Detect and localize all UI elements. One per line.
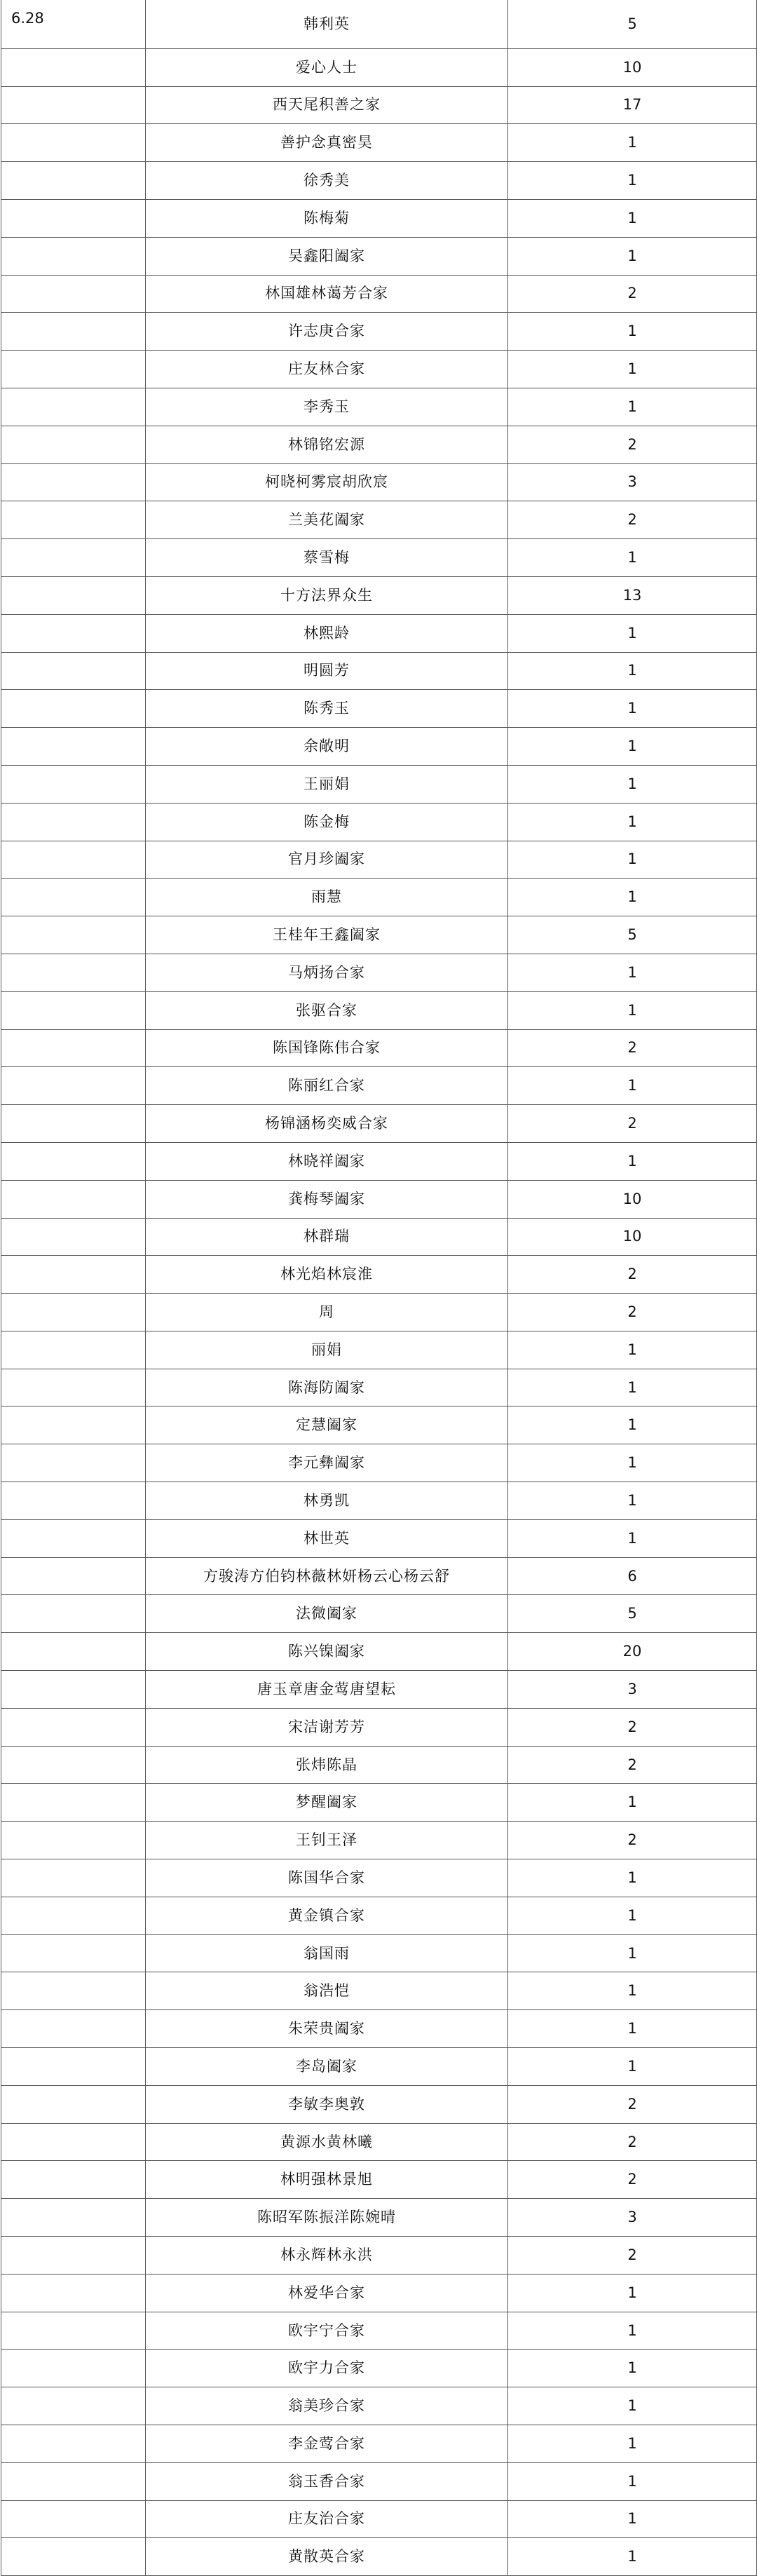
donor-name-cell: 李岛阖家 [146, 2048, 508, 2086]
amount-cell: 10 [508, 48, 757, 86]
amount-cell: 2 [508, 2161, 757, 2199]
donor-name-cell: 黄散英合家 [146, 2538, 508, 2576]
amount-cell: 3 [508, 1671, 757, 1709]
date-cell-empty [1, 1482, 146, 1520]
date-cell-empty [1, 1406, 146, 1444]
table-row [1, 86, 757, 124]
donor-name-cell: 庄友治合家 [146, 2500, 508, 2538]
donor-name-cell: 张炜陈晶 [146, 1746, 508, 1784]
date-cell-empty [1, 1294, 146, 1331]
donor-name-cell: 林晓祥阖家 [146, 1142, 508, 1180]
amount-cell: 1 [508, 1482, 757, 1520]
donor-name-cell: 马炳扬合家 [146, 954, 508, 991]
amount-cell: 1 [508, 2425, 757, 2463]
date-cell-empty [1, 2010, 146, 2048]
date-cell-empty [1, 2123, 146, 2161]
amount-cell: 1 [508, 313, 757, 351]
date-cell-empty [1, 2425, 146, 2463]
amount-cell: 1 [508, 199, 757, 237]
table-row [1, 2462, 757, 2500]
table-row [1, 426, 757, 463]
donation-table [1, 0, 757, 2576]
table-row [1, 1331, 757, 1369]
date-cell-empty [1, 1444, 146, 1482]
date-cell-empty [1, 351, 146, 388]
date-cell-empty [1, 1897, 146, 1934]
donor-name-cell: 陈丽红合家 [146, 1067, 508, 1105]
date-cell-empty [1, 2199, 146, 2237]
date-cell-empty [1, 1369, 146, 1406]
amount-cell: 1 [508, 1972, 757, 2010]
date-cell-empty [1, 1595, 146, 1633]
donor-name-cell: 蔡雪梅 [146, 539, 508, 577]
donor-name-cell: 善护念真密昊 [146, 124, 508, 162]
date-cell-empty [1, 2387, 146, 2425]
donor-name-cell: 雨慧 [146, 879, 508, 916]
donor-name-cell: 杨锦涵杨奕威合家 [146, 1105, 508, 1143]
donor-name-cell: 陈国华合家 [146, 1859, 508, 1897]
date-cell-empty [1, 199, 146, 237]
date-cell-empty [1, 765, 146, 803]
date-cell-empty [1, 1822, 146, 1859]
table-row [1, 1784, 757, 1822]
table-row [1, 1595, 757, 1633]
amount-cell: 1 [508, 954, 757, 991]
table-row [1, 1671, 757, 1709]
date-cell-empty [1, 1067, 146, 1105]
date-cell-empty [1, 652, 146, 690]
date-cell-empty [1, 728, 146, 766]
table-row [1, 48, 757, 86]
date-cell-empty [1, 275, 146, 313]
table-row [1, 463, 757, 501]
amount-cell: 1 [508, 2274, 757, 2312]
donor-name-cell: 李秀玉 [146, 388, 508, 426]
amount-cell: 1 [508, 124, 757, 162]
amount-cell: 1 [508, 1859, 757, 1897]
donor-name-cell: 陈金梅 [146, 803, 508, 841]
amount-cell: 5 [508, 0, 757, 48]
table-row [1, 841, 757, 879]
donor-name-cell: 爱心人士 [146, 48, 508, 86]
date-cell-empty [1, 2312, 146, 2350]
donor-name-cell: 陈梅菊 [146, 199, 508, 237]
table-row [1, 2500, 757, 2538]
donor-name-cell: 余敞明 [146, 728, 508, 766]
donor-name-cell: 林勇凯 [146, 1482, 508, 1520]
donor-name-cell: 陈昭军陈振洋陈婉晴 [146, 2199, 508, 2237]
amount-cell: 2 [508, 1294, 757, 1331]
date-cell-empty [1, 2048, 146, 2086]
date-cell-empty [1, 1671, 146, 1709]
amount-cell: 1 [508, 1934, 757, 1972]
donor-name-cell: 林明强林景旭 [146, 2161, 508, 2199]
table-row [1, 1105, 757, 1143]
amount-cell: 2 [508, 1708, 757, 1746]
donor-name-cell: 龚梅琴阖家 [146, 1180, 508, 1218]
date-cell-empty [1, 237, 146, 275]
date-cell-empty [1, 1708, 146, 1746]
date-cell-empty [1, 991, 146, 1029]
table-row [1, 916, 757, 954]
amount-cell: 5 [508, 916, 757, 954]
table-row [1, 124, 757, 162]
table-row [1, 501, 757, 539]
amount-cell: 1 [508, 1331, 757, 1369]
amount-cell: 1 [508, 991, 757, 1029]
donor-name-cell: 林光焰林宸淮 [146, 1256, 508, 1294]
table-row [1, 539, 757, 577]
donor-name-cell: 陈秀玉 [146, 690, 508, 728]
donor-name-cell: 翁玉香合家 [146, 2462, 508, 2500]
donor-name-cell: 翁浩恺 [146, 1972, 508, 2010]
table-row [1, 1218, 757, 1256]
date-cell-empty [1, 124, 146, 162]
amount-cell: 1 [508, 1406, 757, 1444]
table-row [1, 2350, 757, 2387]
date-cell-empty [1, 2274, 146, 2312]
amount-cell: 1 [508, 1142, 757, 1180]
donor-name-cell: 欧宇宁合家 [146, 2312, 508, 2350]
donor-name-cell: 徐秀美 [146, 162, 508, 200]
table-row [1, 2199, 757, 2237]
amount-cell: 6 [508, 1557, 757, 1595]
date-cell-empty [1, 1859, 146, 1897]
amount-cell: 1 [508, 1897, 757, 1934]
donation-table-body [1, 0, 757, 2576]
table-row [1, 2161, 757, 2199]
amount-cell: 2 [508, 2237, 757, 2275]
amount-cell: 2 [508, 1822, 757, 1859]
table-row [1, 1294, 757, 1331]
donor-name-cell: 王钊王泽 [146, 1822, 508, 1859]
table-row [1, 879, 757, 916]
donor-name-cell: 王桂年王鑫阖家 [146, 916, 508, 954]
date-cell-empty [1, 879, 146, 916]
table-row [1, 2048, 757, 2086]
amount-cell: 3 [508, 463, 757, 501]
table-row [1, 1557, 757, 1595]
amount-cell: 1 [508, 2048, 757, 2086]
amount-cell: 1 [508, 2387, 757, 2425]
date-cell-empty [1, 614, 146, 652]
donor-name-cell: 方骏涛方伯钧林薇林妍杨云心杨云舒 [146, 1557, 508, 1595]
amount-cell: 1 [508, 351, 757, 388]
table-row [1, 1822, 757, 1859]
table-row [1, 1859, 757, 1897]
table-row [1, 237, 757, 275]
donor-name-cell: 韩利英 [146, 0, 508, 48]
date-cell-empty [1, 86, 146, 124]
table-row [1, 0, 757, 48]
table-row [1, 728, 757, 766]
date-cell-empty [1, 1180, 146, 1218]
date-cell: 6.28 [1, 0, 146, 48]
date-cell-empty [1, 690, 146, 728]
amount-cell: 1 [508, 2312, 757, 2350]
date-cell-empty [1, 48, 146, 86]
date-cell-empty [1, 426, 146, 463]
date-cell-empty [1, 2237, 146, 2275]
table-row [1, 765, 757, 803]
table-row [1, 199, 757, 237]
date-cell-empty [1, 1557, 146, 1595]
date-cell-empty [1, 388, 146, 426]
donor-name-cell: 李金莺合家 [146, 2425, 508, 2463]
date-cell-empty [1, 1142, 146, 1180]
donor-name-cell: 兰美花阖家 [146, 501, 508, 539]
amount-cell: 2 [508, 1029, 757, 1067]
donor-name-cell: 李敏李奥敦 [146, 2085, 508, 2123]
table-row [1, 1934, 757, 1972]
date-cell-empty [1, 1746, 146, 1784]
donor-name-cell: 朱荣贵阖家 [146, 2010, 508, 2048]
amount-cell: 1 [508, 162, 757, 200]
amount-cell: 1 [508, 652, 757, 690]
table-row [1, 388, 757, 426]
date-cell-empty [1, 1331, 146, 1369]
amount-cell: 1 [508, 765, 757, 803]
amount-cell: 2 [508, 1746, 757, 1784]
donor-name-cell: 黄金镇合家 [146, 1897, 508, 1934]
date-cell-empty [1, 1519, 146, 1557]
donor-name-cell: 十方法界众生 [146, 576, 508, 614]
table-row [1, 2312, 757, 2350]
donor-name-cell: 西天尾积善之家 [146, 86, 508, 124]
amount-cell: 5 [508, 1595, 757, 1633]
date-cell-empty [1, 2500, 146, 2538]
table-row [1, 991, 757, 1029]
amount-cell: 1 [508, 1369, 757, 1406]
table-row [1, 576, 757, 614]
table-row [1, 1142, 757, 1180]
table-row [1, 2010, 757, 2048]
table-row [1, 2237, 757, 2275]
date-cell-empty [1, 1784, 146, 1822]
table-row [1, 275, 757, 313]
table-row [1, 954, 757, 991]
donor-name-cell: 周 [146, 1294, 508, 1331]
table-row [1, 2085, 757, 2123]
table-row [1, 2538, 757, 2576]
table-row [1, 1256, 757, 1294]
amount-cell: 1 [508, 614, 757, 652]
donor-name-cell: 林世英 [146, 1519, 508, 1557]
date-cell-empty [1, 1633, 146, 1671]
donor-name-cell: 林熙龄 [146, 614, 508, 652]
amount-cell: 2 [508, 1105, 757, 1143]
amount-cell: 10 [508, 1218, 757, 1256]
donor-name-cell: 明圆芳 [146, 652, 508, 690]
amount-cell: 10 [508, 1180, 757, 1218]
table-row [1, 351, 757, 388]
date-cell-empty [1, 539, 146, 577]
donor-name-cell: 定慧阖家 [146, 1406, 508, 1444]
date-cell-empty [1, 313, 146, 351]
donor-name-cell: 王丽娟 [146, 765, 508, 803]
amount-cell: 1 [508, 1519, 757, 1557]
date-cell-empty [1, 2085, 146, 2123]
date-cell-empty [1, 803, 146, 841]
amount-cell: 2 [508, 426, 757, 463]
table-row [1, 1897, 757, 1934]
amount-cell: 1 [508, 2350, 757, 2387]
date-cell-empty [1, 576, 146, 614]
donor-name-cell: 翁美珍合家 [146, 2387, 508, 2425]
amount-cell: 1 [508, 237, 757, 275]
donor-name-cell: 陈兴镍阖家 [146, 1633, 508, 1671]
table-row [1, 1029, 757, 1067]
donor-name-cell: 陈国锋陈伟合家 [146, 1029, 508, 1067]
date-cell-empty [1, 2161, 146, 2199]
donor-name-cell: 宋洁谢芳芳 [146, 1708, 508, 1746]
donor-name-cell: 林锦铭宏源 [146, 426, 508, 463]
amount-cell: 20 [508, 1633, 757, 1671]
amount-cell: 1 [508, 2010, 757, 2048]
amount-cell: 1 [508, 539, 757, 577]
table-row [1, 2387, 757, 2425]
donor-name-cell: 林爱华合家 [146, 2274, 508, 2312]
amount-cell: 17 [508, 86, 757, 124]
table-row [1, 1067, 757, 1105]
amount-cell: 2 [508, 2085, 757, 2123]
amount-cell: 1 [508, 1444, 757, 1482]
amount-cell: 2 [508, 275, 757, 313]
date-cell-empty [1, 162, 146, 200]
donor-name-cell: 庄友林合家 [146, 351, 508, 388]
amount-cell: 1 [508, 1784, 757, 1822]
table-row [1, 2274, 757, 2312]
table-row [1, 614, 757, 652]
date-cell-empty [1, 2350, 146, 2387]
date-cell-empty [1, 916, 146, 954]
donor-name-cell: 吴鑫阳阖家 [146, 237, 508, 275]
table-row [1, 1708, 757, 1746]
table-row [1, 1369, 757, 1406]
table-row [1, 652, 757, 690]
donor-name-cell: 官月珍阖家 [146, 841, 508, 879]
donor-name-cell: 林国雄林蔼芳合家 [146, 275, 508, 313]
date-cell-empty [1, 1256, 146, 1294]
amount-cell: 1 [508, 388, 757, 426]
table-row [1, 690, 757, 728]
amount-cell: 1 [508, 803, 757, 841]
amount-cell: 1 [508, 690, 757, 728]
donor-name-cell: 黄源水黄林曦 [146, 2123, 508, 2161]
donor-name-cell: 林永辉林永洪 [146, 2237, 508, 2275]
table-row [1, 1633, 757, 1671]
date-cell-empty [1, 501, 146, 539]
amount-cell: 1 [508, 1067, 757, 1105]
table-row [1, 162, 757, 200]
table-row [1, 1482, 757, 1520]
date-cell-empty [1, 954, 146, 991]
amount-cell: 2 [508, 2123, 757, 2161]
donor-name-cell: 唐玉章唐金莺唐望耘 [146, 1671, 508, 1709]
donor-name-cell: 张驱合家 [146, 991, 508, 1029]
donor-name-cell: 法微阖家 [146, 1595, 508, 1633]
date-cell-empty [1, 2462, 146, 2500]
donor-name-cell: 丽娟 [146, 1331, 508, 1369]
amount-cell: 1 [508, 879, 757, 916]
amount-cell: 1 [508, 728, 757, 766]
amount-cell: 2 [508, 501, 757, 539]
amount-cell: 1 [508, 2462, 757, 2500]
table-row [1, 1746, 757, 1784]
date-cell-empty [1, 1029, 146, 1067]
date-cell-empty [1, 1934, 146, 1972]
table-row [1, 1972, 757, 2010]
table-row [1, 2425, 757, 2463]
amount-cell: 1 [508, 841, 757, 879]
amount-cell: 13 [508, 576, 757, 614]
amount-cell: 2 [508, 1256, 757, 1294]
amount-cell: 1 [508, 2538, 757, 2576]
donor-name-cell: 李元彝阖家 [146, 1444, 508, 1482]
donor-name-cell: 陈海防阖家 [146, 1369, 508, 1406]
donor-name-cell: 柯晓柯雾宸胡欣宸 [146, 463, 508, 501]
table-row [1, 803, 757, 841]
date-cell-empty [1, 841, 146, 879]
donor-name-cell: 梦醒阖家 [146, 1784, 508, 1822]
table-row [1, 1444, 757, 1482]
donor-name-cell: 林群瑞 [146, 1218, 508, 1256]
date-cell-empty [1, 2538, 146, 2576]
date-cell-empty [1, 1105, 146, 1143]
donor-name-cell: 许志庚合家 [146, 313, 508, 351]
amount-cell: 3 [508, 2199, 757, 2237]
table-row [1, 1180, 757, 1218]
donor-name-cell: 翁国雨 [146, 1934, 508, 1972]
date-cell-empty [1, 463, 146, 501]
date-cell-empty [1, 1972, 146, 2010]
table-row [1, 1406, 757, 1444]
table-row [1, 313, 757, 351]
table-row [1, 1519, 757, 1557]
donor-name-cell: 欧宇力合家 [146, 2350, 508, 2387]
amount-cell: 1 [508, 2500, 757, 2538]
table-row [1, 2123, 757, 2161]
date-cell-empty [1, 1218, 146, 1256]
